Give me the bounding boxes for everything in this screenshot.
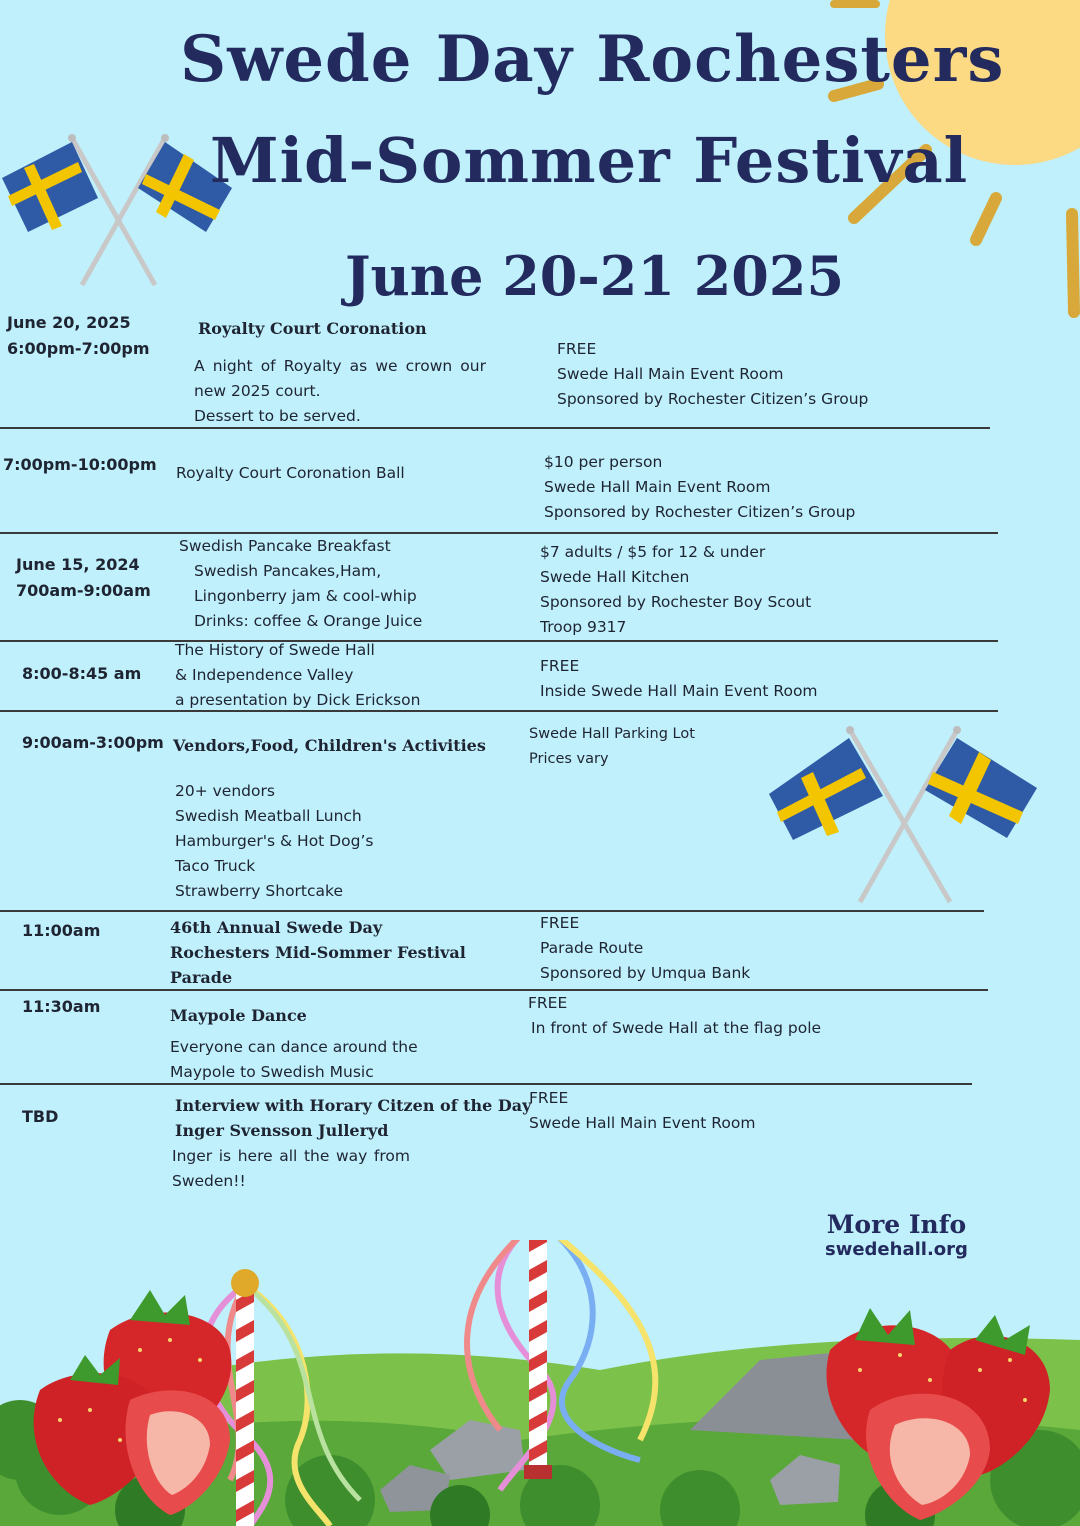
event-description: 20+ vendors Swedish Meatball Lunch Hamburger's & Hot Dog’s Taco Truck Strawberry Shortcake: [175, 782, 374, 900]
event-details: FREE Inside Swede Hall Main Event Room: [540, 657, 818, 700]
event-time: June 20, 2025 6:00pm-7:00pm: [7, 313, 150, 358]
event-title: Vendors,Food, Children's Activities: [173, 736, 486, 755]
event-details: $10 per person Swede Hall Main Event Room Sponsored by Rochester Citizen’s Group: [544, 453, 856, 521]
event-time: 11:00am: [22, 921, 101, 940]
event-time: 7:00pm-10:00pm: [3, 455, 157, 474]
event-details: FREE In front of Swede Hall at the flag pole: [528, 994, 822, 1037]
event-details: FREE Swede Hall Main Event Room: [529, 1089, 756, 1132]
website-link[interactable]: swedehall.org: [825, 1239, 968, 1260]
event-description: Swedish Pancakes,Ham, Lingonberry jam & cool-whip Drinks: coffee & Orange Juice: [194, 562, 423, 630]
row-divider: [0, 710, 998, 712]
swedish-flag-icon: [0, 130, 240, 290]
row-divider: [0, 910, 984, 912]
title-line-1: Swede Day Rochesters: [180, 22, 1005, 97]
row-divider: [0, 640, 998, 642]
event-title: 46th Annual Swede Day Rochesters Mid-Sommer Festival Parade: [170, 918, 466, 987]
event-description: Inger is here all the way from Sweden!!: [172, 1147, 410, 1190]
event-details: FREE Swede Hall Main Event Room Sponsored by Rochester Citizen’s Group: [557, 340, 869, 408]
event-title: Maypole Dance: [170, 1006, 307, 1025]
row-divider: [0, 532, 998, 534]
event-title: Royalty Court Coronation: [198, 319, 427, 338]
festival-dates: June 20-21 2025: [345, 244, 845, 308]
event-details: $7 adults / $5 for 12 & under Swede Hall Kitchen Sponsored by Rochester Boy Scout Troop 9317: [540, 543, 812, 636]
event-time: 11:30am: [22, 997, 101, 1016]
event-title: Royalty Court Coronation Ball: [176, 464, 405, 482]
row-divider: [0, 1083, 972, 1085]
event-title: Interview with Horary Citzen of the Day Inger Svensson Julleryd: [175, 1096, 532, 1140]
event-description: Everyone can dance around the Maypole to Swedish Music: [170, 1038, 418, 1081]
event-time: TBD: [22, 1107, 59, 1126]
more-info-title: More Info: [826, 1210, 967, 1239]
event-time: 8:00-8:45 am: [22, 664, 142, 683]
row-divider: [0, 427, 990, 429]
event-details: Swede Hall Parking Lot Prices vary: [529, 726, 695, 767]
event-description: The History of Swede Hall & Independence Valley a presentation by Dick Erickson: [175, 641, 421, 709]
event-description: A night of Royalty as we crown our new 2025 court. Dessert to be served.: [194, 357, 486, 425]
event-time: June 15, 2024 700am-9:00am: [16, 555, 151, 600]
event-time: 9:00am-3:00pm: [22, 733, 164, 752]
row-divider: [0, 989, 988, 991]
swedish-flag-icon: [765, 722, 1045, 907]
meadow-scene: [0, 1240, 1080, 1526]
title-line-2: Mid-Sommer Festival: [210, 124, 969, 197]
event-title: Swedish Pancake Breakfast: [179, 537, 391, 555]
event-details: FREE Parade Route Sponsored by Umqua Bank: [540, 914, 751, 982]
